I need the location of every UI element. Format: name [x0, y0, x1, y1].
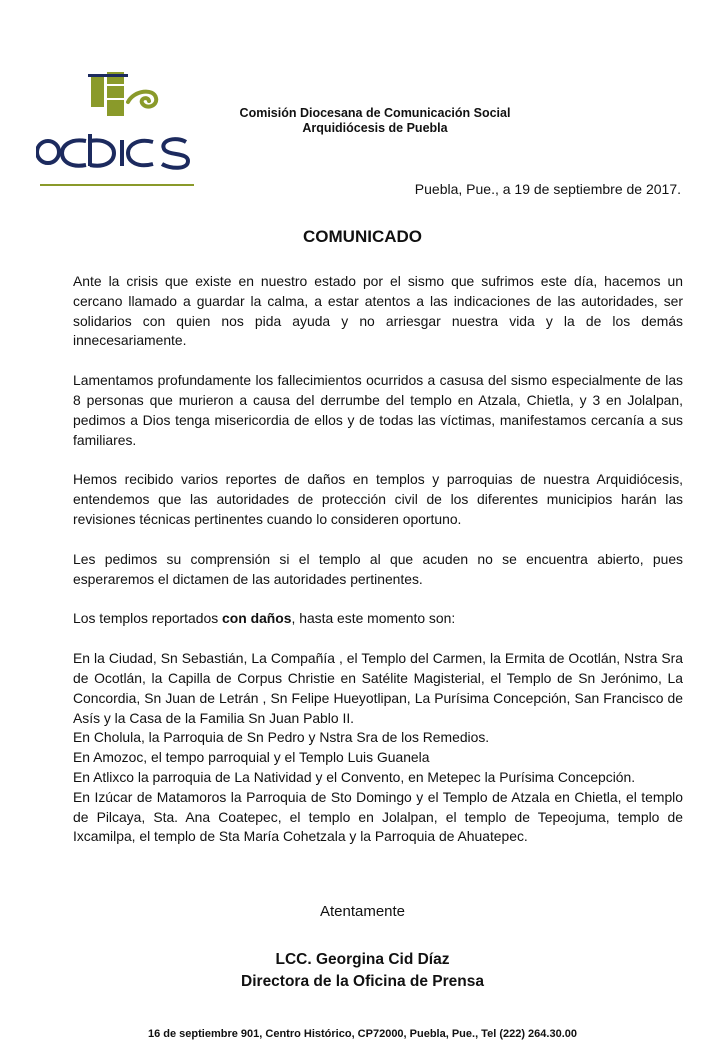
- archdiocese-name: Arquidiócesis de Puebla: [302, 121, 448, 135]
- document-body: [73, 272, 683, 847]
- document-title: COMUNICADO: [303, 227, 422, 246]
- cdics-logo: [36, 70, 198, 192]
- footer-address: 16 de septiembre 901, Centro Histórico, CP72000, Puebla, Pue., Tel (222) 264.30.00: [148, 1028, 577, 1040]
- paragraph-5-emphasis: con daños: [222, 610, 292, 627]
- paragraph-4: Les pedimos su comprensión si el templo al que acuden no se encuentra abierto, pues esperaremos el dictamen de las autoridades pertinentes.: [73, 550, 683, 587]
- signer-name: LCC. Georgina Cid Díaz: [275, 951, 450, 968]
- paragraph-2: Lamentamos profundamente los fallecimientos ocurridos a casusa del sismo especialmente de las 8 personas que murieron a causa del derrumbe del templo en Atzala, Chietla, y 3 en Jolalpan, pedimos a Dios tenga misericordia de ellos y de todas las víctimas, manifestamos cercanía a sus familiares.: [73, 372, 683, 448]
- paragraph-5: [73, 609, 683, 629]
- logo-wordmark: [37, 134, 188, 168]
- farewell: Atentamente: [319, 903, 406, 920]
- signer-role: Directora de la Oficina de Prensa: [241, 973, 484, 990]
- location-item: En Atlixco la parroquia de La Natividad y el Convento, en Metepec la Purísima Concepción.: [73, 768, 636, 785]
- logo-emblem: [88, 72, 156, 116]
- location-item: En la Ciudad, Sn Sebastián, La Compañía , el Templo del Carmen, la Ermita de Ocotlán, Nstra Sra de Ocotlán, la Capilla de Corpus Christie en Satélite Magisterial, el Templo de Sn Jerónimo, La Concordia, Sn Juan de Letrán , Sn Felipe Hueyotlipan, La Purísima Concepción, San Francisco de Asís y la Casa de la Familia Sn Juan Pablo II.: [73, 650, 683, 726]
- location-item: En Izúcar de Matamoros la Parroquia de Sto Domingo y el Templo de Atzala en Chietla, el templo de Pilcaya, Sta. Ana Coatepec, el templo en Jolalpan, el templo de Tepeojuma, templo de Ixcamilpa, el templo de Sta María Cohetzala y la Parroquia de Ahuatepec.: [73, 788, 683, 845]
- letterhead: [200, 106, 550, 136]
- org-name: Comisión Diocesana de Comunicación Social: [239, 106, 511, 120]
- paragraph-1: Ante la crisis que existe en nuestro estado por el sismo que sufrimos este día, hacemos un cercano llamado a guardar la calma, a estar atentos a las indicaciones de las autoridades, ser solidarios con quien nos pida ayuda y no arriesgar nuestra vida y la de los demás innecesariamente.: [73, 273, 683, 349]
- document-date: Puebla, Pue., a 19 de septiembre de 2017.: [414, 181, 681, 197]
- signature-block: [0, 949, 725, 993]
- damaged-temples-list: [73, 649, 683, 847]
- location-item: En Cholula, la Parroquia de Sn Pedro y Nstra Sra de los Remedios.: [73, 729, 490, 746]
- paragraph-3: Hemos recibido varios reportes de daños en templos y parroquias de nuestra Arquidiócesis, entendemos que las autoridades de protección civil de los diferentes municipios harán las revisiones técnicas pertinentes cuando lo consideren oportuno.: [73, 471, 683, 527]
- paragraph-5-lead: Los templos reportados: [73, 610, 223, 627]
- paragraph-5-tail: , hasta este momento son:: [291, 610, 456, 627]
- location-item: En Amozoc, el tempo parroquial y el Templo Luis Guanela: [73, 749, 430, 766]
